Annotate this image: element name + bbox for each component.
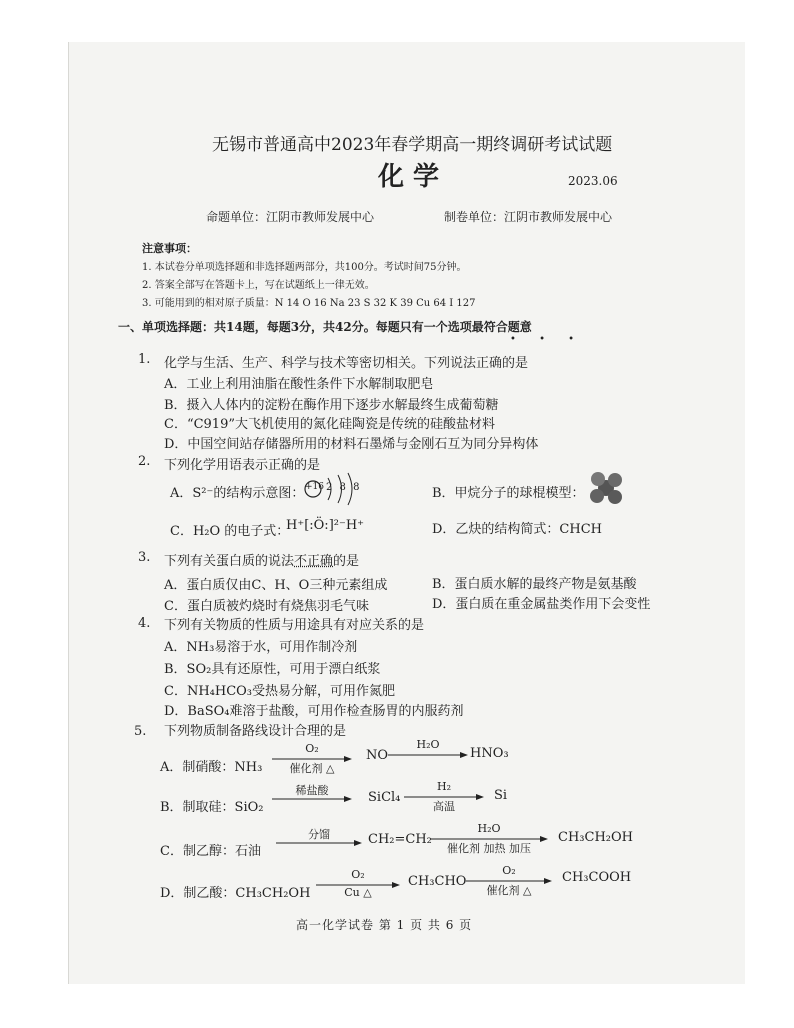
option-d: D．中国空间站存储器所用的材料石墨烯与金刚石互为同分异构体	[164, 437, 539, 452]
question-stem: 下列化学用语表示正确的是	[164, 458, 321, 473]
arrow-condition-bottom: 催化剂 △	[289, 762, 335, 775]
arrow-condition-bottom: 高温	[433, 800, 455, 813]
subject-title: 化 学	[378, 162, 440, 192]
option-b: B．摄入人体内的淀粉在酶作用下逐步水解最终生成葡萄糖	[164, 398, 499, 413]
question-stem: 下列有关物质的性质与用途具有对应关系的是	[164, 618, 425, 633]
reaction-arrow	[272, 742, 352, 774]
note-item: 3. 可能用到的相对原子质量：N 14 O 16 Na 23 S 32 K 39 Cu 64 I 127	[142, 298, 476, 309]
note-item: 1. 本试卷分单项选择题和非选择题两部分，共100分。考试时间75分钟。	[142, 262, 467, 273]
intermediate: CH₂=CH₂	[368, 832, 432, 847]
option-c: C．NH₄HCO₃受热易分解，可用作氮肥	[164, 684, 396, 699]
product: CH₃CH₂OH	[558, 830, 633, 845]
emphasis-dots: • • •	[510, 334, 585, 345]
question-number: 3.	[138, 550, 151, 565]
option-c: C．蛋白质被灼烧时有烧焦羽毛气味	[164, 599, 369, 614]
arrow-condition-top: H₂O	[416, 738, 440, 751]
arrow-condition-top: O₂	[351, 868, 365, 881]
reaction-arrow	[316, 868, 400, 900]
arrow-condition-bottom: 催化剂 △	[486, 884, 532, 897]
intermediate: CH₃CHO	[408, 874, 467, 889]
option-c: C．H₂O 的电子式：	[170, 524, 290, 539]
note-item: 2. 答案全部写在答题卡上，写在试题纸上一律无效。	[142, 280, 375, 291]
option-b: B．蛋白质水解的最终产物是氨基酸	[432, 577, 637, 592]
intermediate: SiCl₄	[368, 790, 401, 805]
arrow-condition-top: O₂	[305, 742, 319, 755]
question-stem: 下列物质制备路线设计合理的是	[164, 724, 347, 739]
option-a: A．工业上利用油脂在酸性条件下水解制取肥皂	[164, 377, 434, 392]
question-stem: 化学与生活、生产、科学与技术等密切相关。下列说法正确的是	[164, 356, 529, 371]
nucleus-charge: +16	[305, 482, 324, 492]
option-d: D．BaSO₄难溶于盐酸，可用作检查肠胃的内服药剂	[164, 704, 464, 719]
electron-formula: H⁺[:Ö:]²⁻H⁺	[286, 518, 365, 533]
exam-date: 2023.06	[568, 174, 618, 188]
option-c: C．“C919”大飞机使用的氮化硅陶瓷是传统的硅酸盐材料	[164, 417, 495, 432]
reaction-arrow	[388, 738, 468, 770]
reaction-arrow	[404, 780, 484, 812]
stem-emphasis: 不正确	[294, 554, 334, 569]
route-b-label: B．制取硅：SiO₂	[160, 800, 264, 815]
product: HNO₃	[470, 746, 509, 761]
notes-heading: 注意事项：	[142, 242, 197, 255]
stem-text: 下列有关蛋白质的说法	[164, 554, 295, 569]
question-number: 1.	[138, 352, 151, 367]
arrow-condition-top: H₂O	[477, 822, 501, 835]
author-unit: 命题单位：江阴市教师发展中心	[206, 210, 375, 224]
route-a-label: A．制硝酸：NH₃	[160, 760, 263, 775]
question-stem	[164, 550, 359, 569]
stem-text: 的是	[333, 554, 360, 569]
arrow-condition-top: H₂	[436, 780, 451, 793]
route-d-label: D．制乙酸：CH₃CH₂OH	[160, 886, 311, 901]
question-number: 5.	[134, 724, 147, 739]
reaction-arrow	[272, 782, 352, 814]
reaction-arrow	[466, 864, 552, 896]
arrow-condition-top: 稀盐酸	[295, 784, 329, 797]
atom-structure-diagram	[302, 470, 364, 506]
section-heading: 一、单项选择题：共14题，每题3分，共42分。每题只有一个选项最符合题意	[118, 320, 532, 334]
question-number: 2.	[138, 454, 151, 469]
arrow-condition-bottom: 催化剂 加热 加压	[447, 842, 531, 855]
product: Si	[494, 788, 508, 803]
option-a: A．NH₃易溶于水，可用作制冷剂	[164, 640, 358, 655]
option-d: D．蛋白质在重金属盐类作用下会变性	[432, 597, 651, 612]
option-b: B．甲烷分子的球棍模型：	[432, 486, 585, 501]
question-number: 4.	[138, 616, 151, 631]
page-footer: 高一化学试卷 第 1 页 共 6 页	[296, 918, 473, 932]
intermediate: NO	[366, 748, 389, 763]
reaction-arrow	[430, 822, 548, 854]
option-a: A．蛋白质仅由C、H、O三种元素组成	[164, 578, 388, 593]
arrow-condition-top: O₂	[502, 864, 516, 877]
option-b: B．SO₂具有还原性，可用于漂白纸浆	[164, 662, 381, 677]
electron-shells: 2 8 8	[326, 482, 362, 493]
reaction-arrow	[276, 826, 362, 858]
print-unit: 制卷单位：江阴市教师发展中心	[444, 210, 613, 224]
exam-title: 无锡市普通高中2023年春学期高一期终调研考试试题	[212, 135, 613, 155]
route-c-label: C．制乙醇：石油	[160, 844, 261, 859]
arrow-condition-bottom: Cu △	[344, 886, 372, 899]
option-d: D．乙炔的结构简式：CHCH	[432, 522, 602, 537]
product: CH₃COOH	[562, 870, 632, 885]
option-a: A．S²⁻的结构示意图：	[170, 486, 305, 501]
arrow-condition-top: 分馏	[308, 828, 330, 841]
methane-ball-stick-model	[588, 470, 624, 506]
